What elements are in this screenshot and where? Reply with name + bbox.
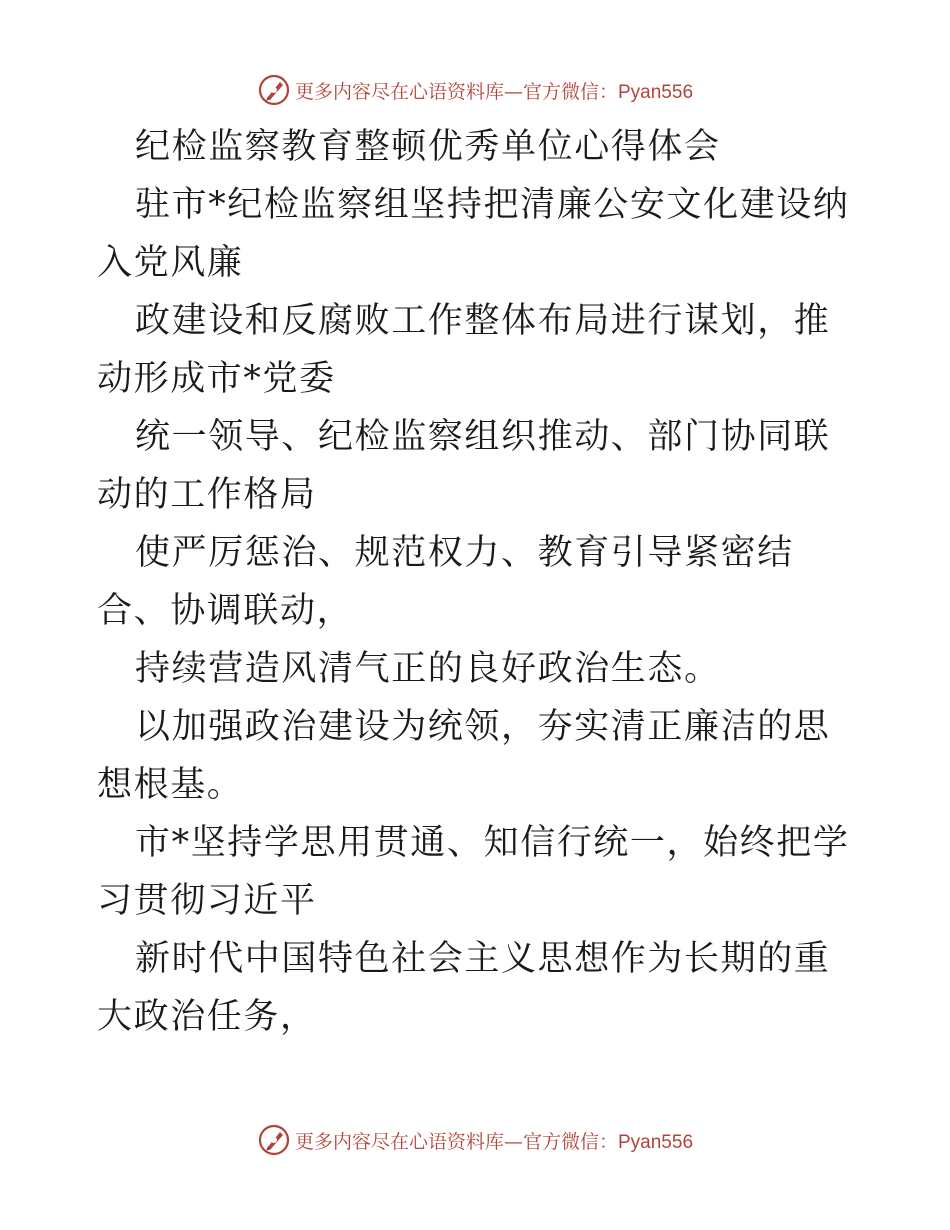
paragraph: 新时代中国特色社会主义思想作为长期的重大政治任务， [97, 939, 831, 1037]
watermark-text: 更多内容尽在心语资料库—官方微信：Pyan556 [294, 80, 694, 103]
paragraph: 统一领导、纪检监察组织推动、部门协同联动的工作格局 [97, 417, 831, 515]
paragraph: 以加强政治建设为统领，夯实清正廉洁的思想根基。 [97, 707, 831, 805]
document-title: 纪检监察教育整顿优秀单位心得体会 [135, 127, 721, 167]
quill-pen-seal-icon [257, 73, 291, 107]
paragraph: 使严厉惩治、规范权力、教育引导紧密结合、协调联动， [97, 533, 794, 631]
paragraph: 持续营造风清气正的良好政治生态。 [135, 649, 721, 689]
footer-watermark [0, 1120, 950, 1160]
watermark-text: 更多内容尽在心语资料库—官方微信：Pyan556 [294, 1130, 694, 1153]
document-body [97, 118, 857, 1046]
header-watermark [0, 70, 950, 110]
paragraph: 驻市*纪检监察组坚持把清廉公安文化建设纳入党风廉 [97, 185, 850, 283]
quill-pen-seal-icon [257, 1123, 291, 1157]
paragraph: 政建设和反腐败工作整体布局进行谋划，推动形成市*党委 [97, 301, 831, 399]
paragraph: 市*坚持学思用贯通、知信行统一，始终把学习贯彻习近平 [97, 823, 850, 921]
